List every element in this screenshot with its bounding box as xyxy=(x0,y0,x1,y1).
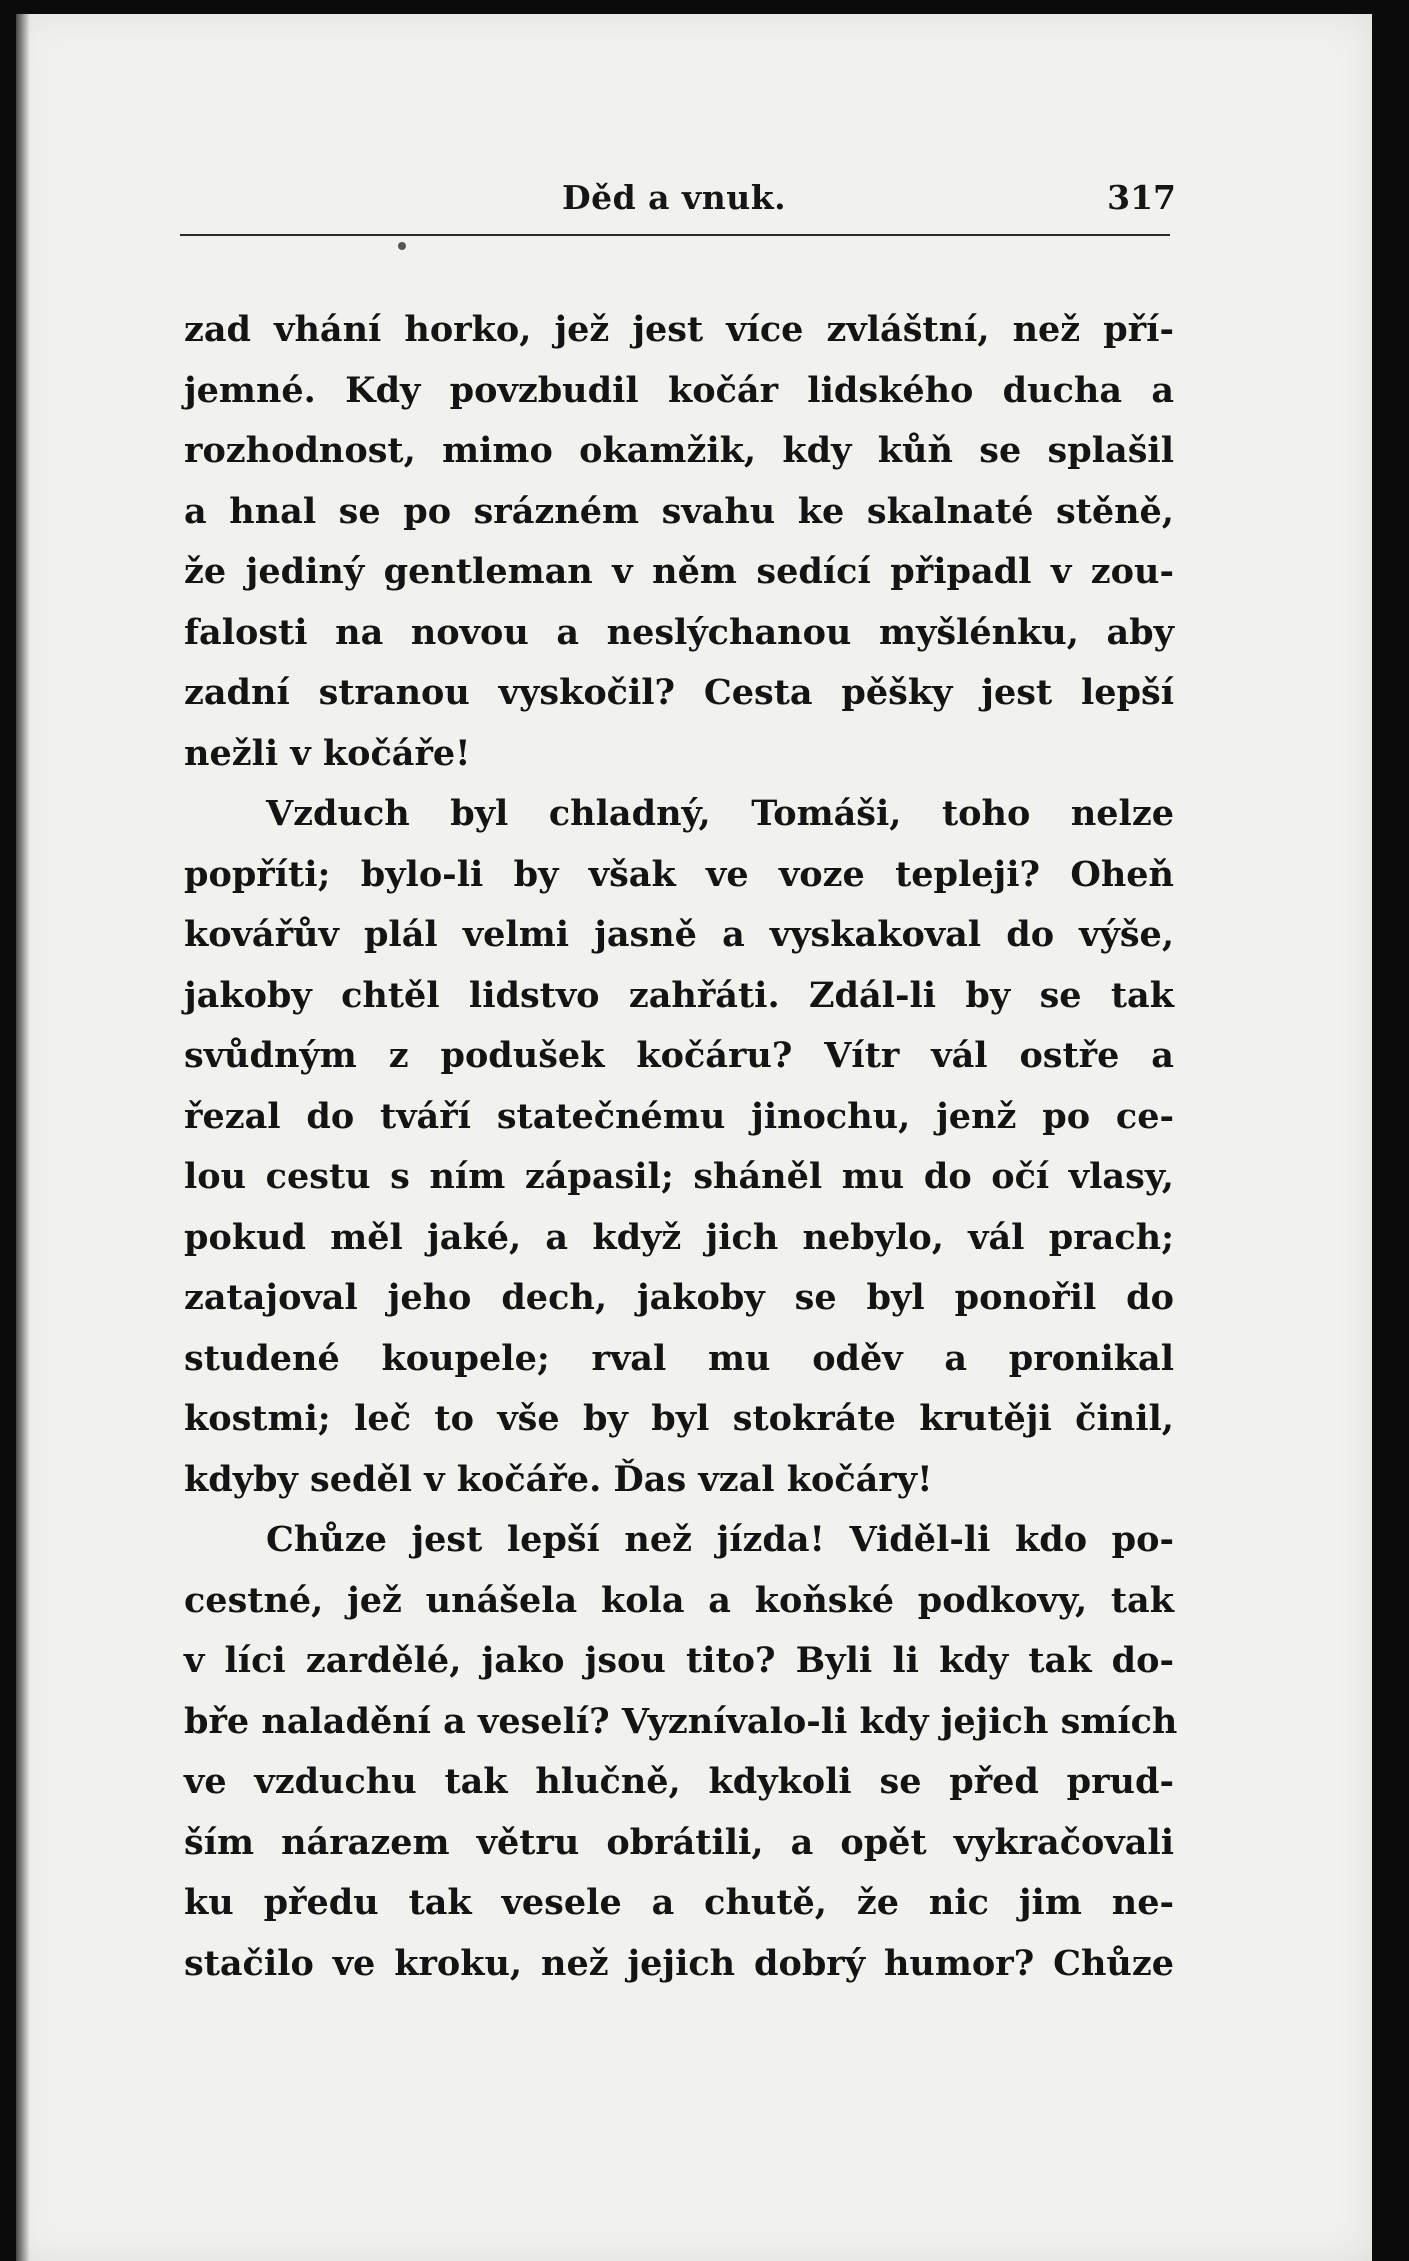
text-line: rozhodnost, mimo okamžik, kdy kůň se splašil xyxy=(184,430,1174,471)
text-line: zad vhání horko, jež jest více zvláštní, než pří- xyxy=(184,309,1174,350)
header-rule xyxy=(180,234,1170,236)
page-edge-shadow xyxy=(16,14,30,2261)
text-line: cestné, jež unášela kola a koňské podkovy, tak xyxy=(184,1579,1174,1621)
text-line: zatajoval jeho dech, jakoby se byl ponořil do xyxy=(184,1277,1174,1318)
text-line: bře naladění a veselí? Vyznívalo-li kdy jejich smích xyxy=(184,1700,1178,1742)
text-line: ším nárazem větru obrátili, a opět vykračovali xyxy=(184,1821,1174,1863)
paragraph-first-line: Vzduch byl chladný, Tomáši, toho nelze xyxy=(266,793,1174,834)
text-line: řezal do tváří statečnému jinochu, jenž po ce- xyxy=(184,1095,1174,1137)
text-line: svůdným z podušek kočáru? Vítr vál ostře a xyxy=(184,1035,1174,1076)
ink-speck xyxy=(398,242,406,250)
text-line: že jediný gentleman v něm sedící připadl v zou- xyxy=(184,551,1174,592)
text-line: studené koupele; rval mu oděv a pronikal xyxy=(184,1337,1174,1379)
text-line: a hnal se po srázném svahu ke skalnaté stěně, xyxy=(184,490,1174,532)
text-line: zadní stranou vyskočil? Cesta pěšky jest lepší xyxy=(184,672,1174,713)
text-line: kovářův plál velmi jasně a vyskakoval do výše, xyxy=(184,914,1174,955)
paragraph-first-line: Chůze jest lepší než jízda! Viděl-li kdo po- xyxy=(266,1519,1174,1560)
body-text xyxy=(184,300,1178,1994)
text-line: nežli v kočáře! xyxy=(184,732,471,774)
text-line: popříti; bylo-li by však ve voze tepleji? Oheň xyxy=(184,853,1174,895)
text-line: lou cestu s ním zápasil; sháněl mu do očí vlasy, xyxy=(184,1156,1174,1197)
text-line: stačilo ve kroku, než jejich dobrý humor? Chůze xyxy=(184,1942,1174,1984)
text-line: kostmi; leč to vše by byl stokráte krutěji činil, xyxy=(184,1398,1174,1439)
page-header xyxy=(180,166,1180,226)
text-line: v líci zardělé, jako jsou tito? Byli li kdy tak do- xyxy=(184,1640,1174,1681)
page-number: 317 xyxy=(1107,178,1176,217)
running-title: Děd a vnuk. xyxy=(562,178,787,217)
text-line: ve vzduchu tak hlučně, kdykoli se před prud- xyxy=(184,1761,1174,1802)
text-line: jakoby chtěl lidstvo zahřáti. Zdál-li by se tak xyxy=(184,974,1174,1016)
text-line: falosti na novou a neslýchanou myšlénku, aby xyxy=(184,611,1174,653)
text-line: kdyby seděl v kočáře. Ďas vzal kočáry! xyxy=(184,1458,933,1500)
text-line: jemné. Kdy povzbudil kočár lidského ducha a xyxy=(184,369,1174,411)
text-line: pokud měl jaké, a když jich nebylo, vál prach; xyxy=(184,1216,1174,1258)
text-line: ku předu tak vesele a chutě, že nic jim ne- xyxy=(184,1882,1174,1923)
